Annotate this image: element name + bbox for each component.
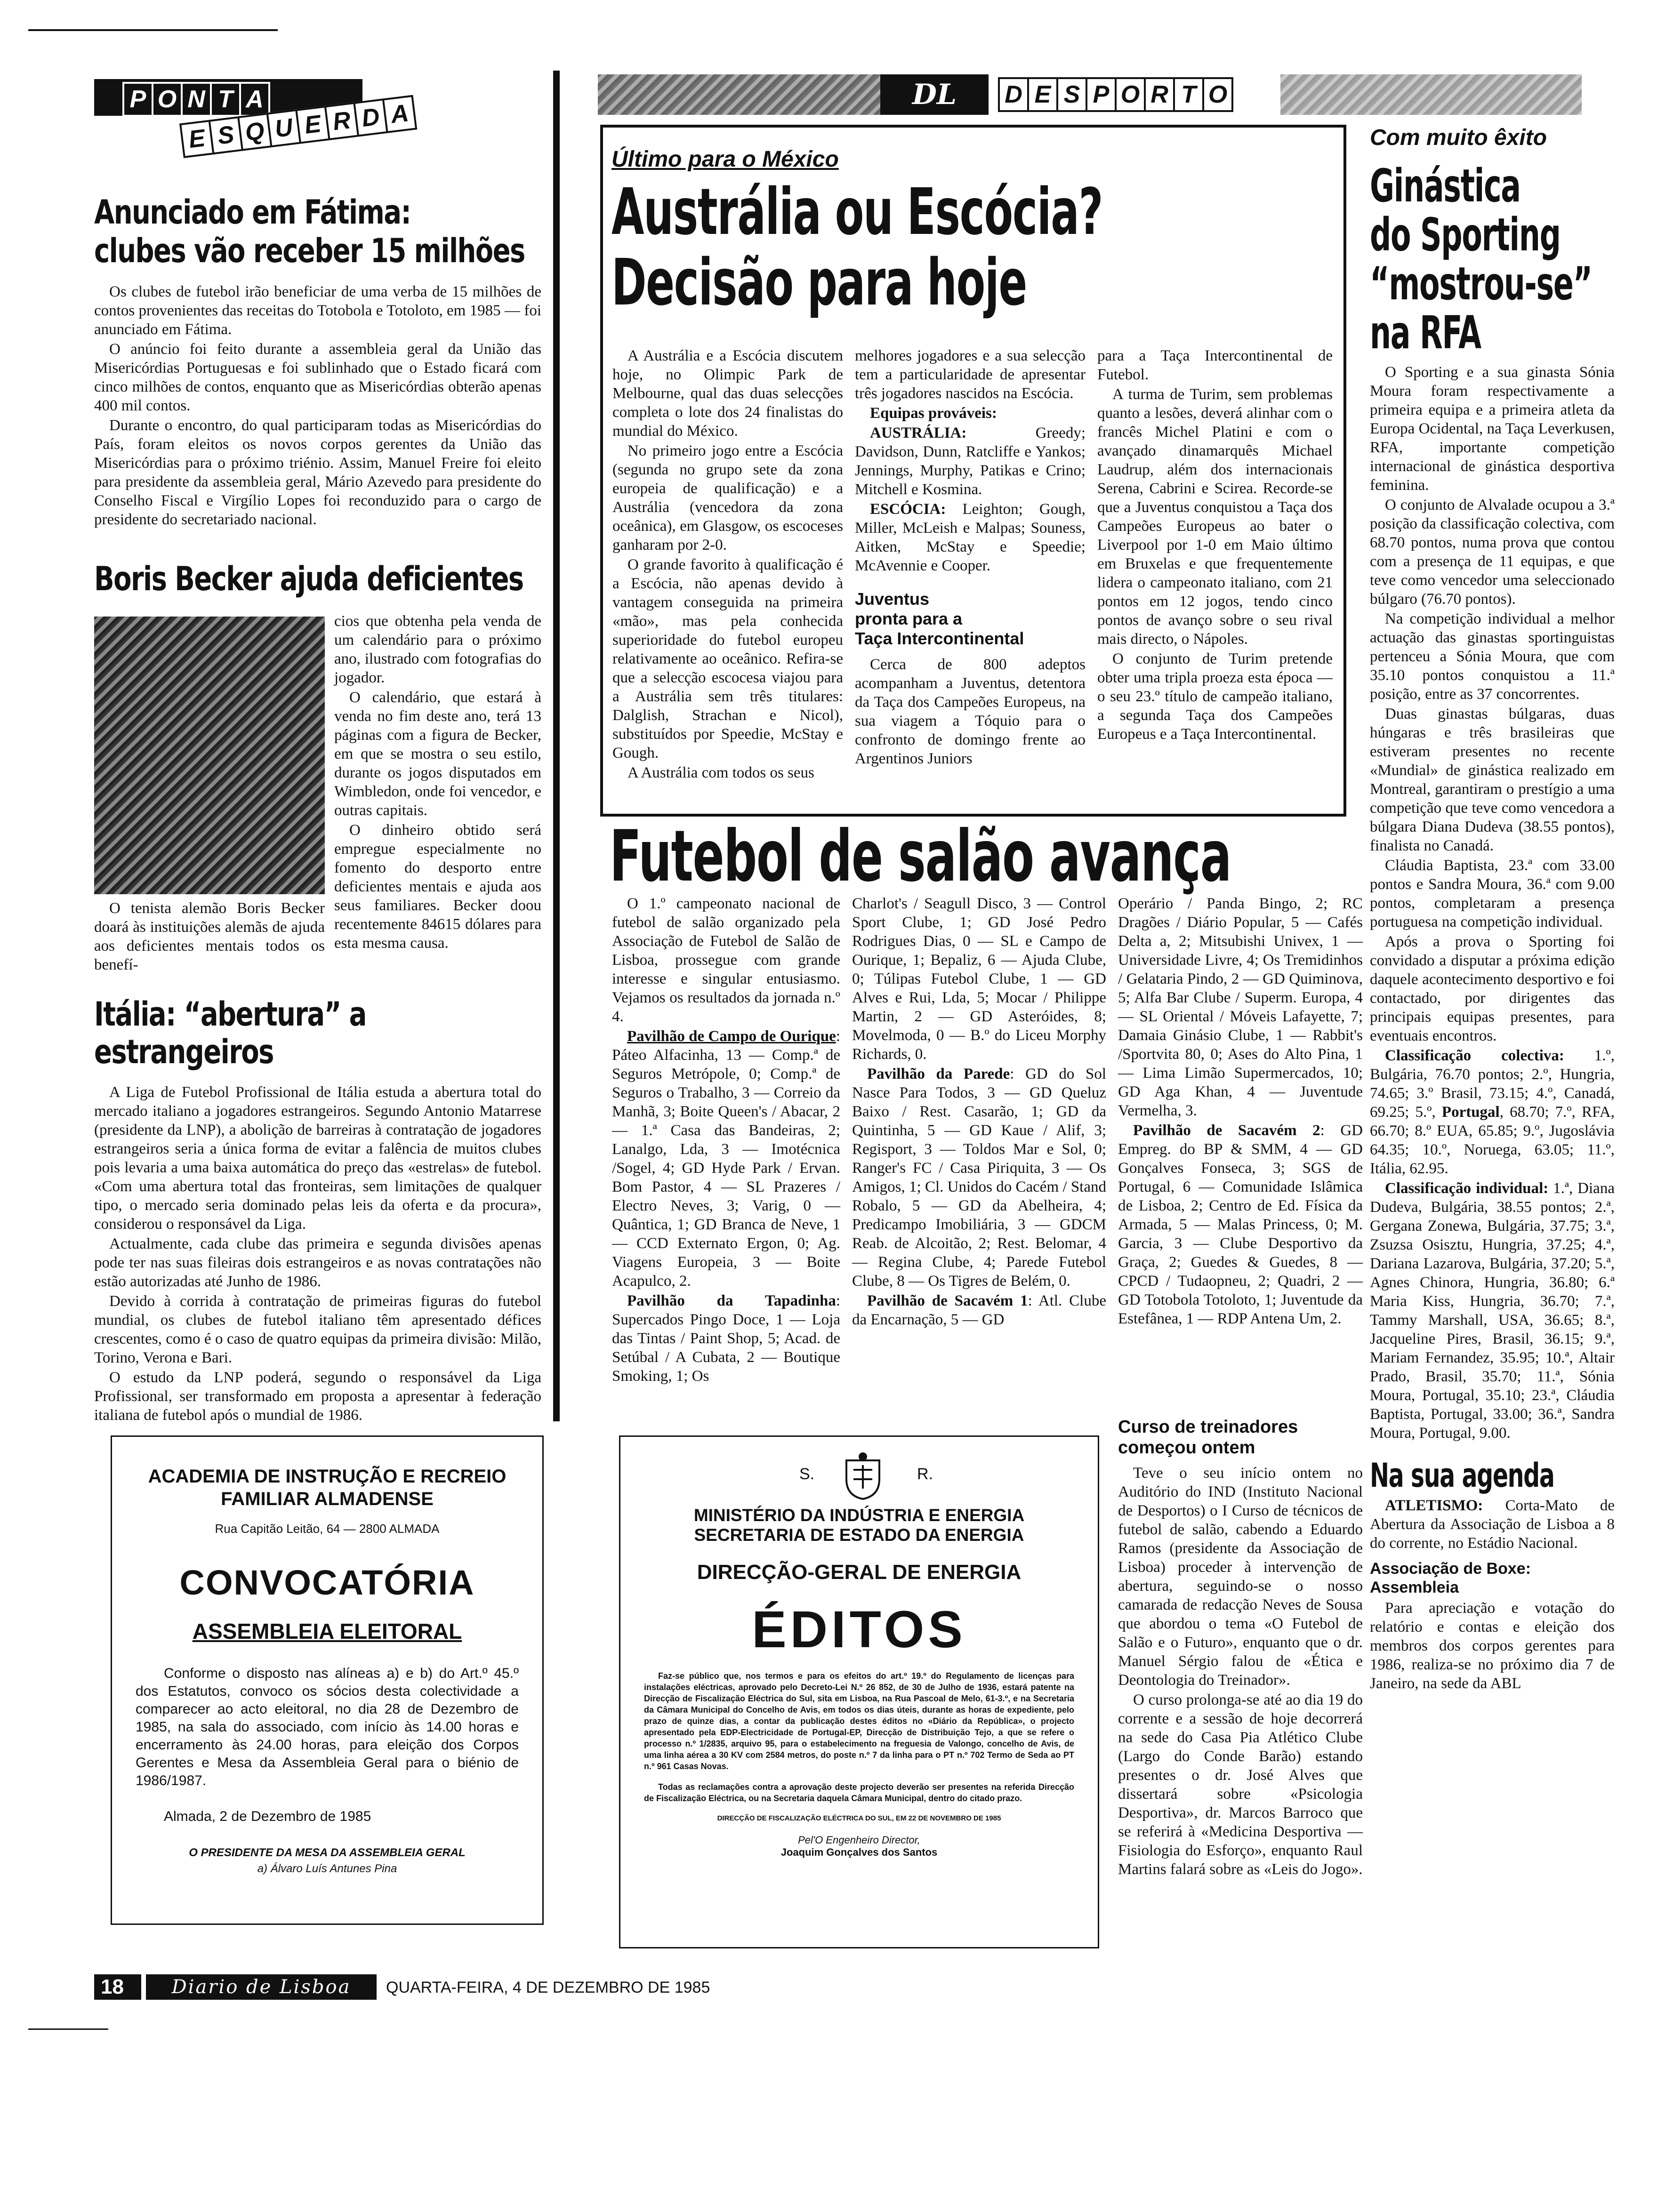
footer-paper-name: Diario de Lisboa <box>146 1974 377 2000</box>
classificacao-individual-label: Classificação individual: <box>1385 1180 1549 1197</box>
escocia-label: ESCÓCIA: <box>870 501 946 518</box>
salao-c1-p2-text: : Páteo Alfacinha, 13 — Comp.ª de Seguros Metrópole, 0; Comp.ª de Seguros o Trabalho, 3 — Correio da Manhã, 3; Boite Queen's / Abacar, 2 — 1.ª Casa das Bandeiras, 2; Lanalgo, Lda, 3 — Imotécnica /Sogel, 4; GD Hyde Park / Ervan. Bom Pastor, 4 — SL Prazeres / Electro Neves, 3; Varig, 0 — Quântica, 1; GD Branca de Neve, 1 — CCD Externato Ergon, 0; Ag. Viagens Europeia, 3 — Boite Acapulco, 2. <box>612 1028 840 1290</box>
desporto-letter: R <box>1144 77 1175 112</box>
footer <box>94 1974 1601 2003</box>
mexico-col1-p1: A Austrália e a Escócia discutem hoje, no Olimpic Park de Melbourne, qual das duas selecções completa o lote dos 24 finalistas do mundial do México. <box>612 347 843 440</box>
mexico-col2-p1: melhores jogadores e a sua selecção tem a particularidade de apresentar três jogadores nascidos na Escócia. <box>855 347 1086 402</box>
esquerda-letter: R <box>324 102 360 140</box>
salao-c1-p1: O 1.º campeonato nacional de futebol de salão organizado pela Associação de Futebol de Salão de Lisboa, prossegue com grande interesse e singular entusiasmo. Vejamos os resultados da jornada n.º 4. <box>612 895 840 1025</box>
classificacao-individual-text: 1.ª, Diana Dudeva, Bulgária, 38.55 pontos; 2.ª, Gergana Zonewa, Bulgária, 37.75; 3.ª, Zsuzsa Osisztu, Hungria, 37.25; 4.ª, Dariana Lazarova, Bulgária, 37.20; 5.ª, Agnes Chinora, Hungria, 36.80; 6.ª Maria Kiss, Hungria, 36.70; 7.ª, Tammy Marshall, USA, 36.65; 8.ª, Jacqueline Pires, Brasil, 36.15; 9.ª, Mariam Fernandez, 35.95; 10.ª, Altair Prado, Brasil, 35.70; 11.ª, Sónia Moura, Portugal, 35.10; 23.ª, Cláudia Baptista, Portugal, 33.00; 36.ª, Sandra Moura, Portugal, 9.00. <box>1370 1180 1615 1442</box>
australia-lineup <box>855 424 1086 499</box>
mexico-col3 <box>1097 346 1333 745</box>
salao-c2-p1: Charlot's / Seagull Disco, 3 — Control Sport Clube, 1; GD José Pedro Rodrigues Dias, 0 — SL e Campo de Ourique, 1; Bepaliz, 6 — Ajuda Clube, 0; Túlipas Futebol Clube, 1 — GD Alves e Rui, Lda, 5; Mocar / Philippe Martin, 2 — GD Asteróides, 8; Movelmoda, 0 — B.º do Liceu Morphy Richards, 0. <box>852 895 1106 1063</box>
italia-p4: O estudo da LNP poderá, segundo o responsável da Liga Profissional, ser transformado em proposta a apresentar à federação italiana de futebol após o mundial de 1986. <box>94 1369 541 1424</box>
pavilhao-tapadinha: Pavilhão da Tapadinha <box>627 1292 836 1309</box>
juventus-subhead <box>855 589 1086 649</box>
escocia-lineup <box>855 500 1086 575</box>
almada-signature-name: a) Álvaro Luís Antunes Pina <box>257 1862 397 1875</box>
australia-lineup-text: Greedy; Davidson, Dunn, Ratcliffe e Yankos; Jennings, Murphy, Patikas e Crino; Mitchell e Kosmina. <box>855 425 1086 498</box>
energia-ministry-line1: MINISTÉRIO DA INDÚSTRIA E ENERGIA <box>693 1506 1025 1525</box>
salao-c3-p2 <box>1118 1121 1363 1328</box>
mexico-title <box>611 177 1326 318</box>
curso-title-line2: começou ontem <box>1118 1438 1255 1458</box>
almada-advertisement <box>111 1435 544 1925</box>
salao-c2-p2 <box>852 1065 1106 1290</box>
footer-date: QUARTA-FEIRA, 4 DE DEZEMBRO DE 1985 <box>386 1979 710 1996</box>
almada-address: Rua Capitão Leitão, 64 — 2800 ALMADA <box>215 1522 440 1536</box>
classificacao-colectiva-text: 1.º, Bulgária, 76.70 pontos; 2.º, Hungria, 74.65; 3.º Brasil, 73.15; 4.º, Canadá, 69.25; 5.º, <box>1370 1047 1615 1121</box>
sporting-p6: Após a prova o Sporting foi convidado a disputar a próxima edição daquele acontecimento desportivo e foi contactado, por dirigentes das principais equipas presentes, para eventuais encontros. <box>1370 933 1615 1044</box>
desporto-masthead <box>598 71 1633 122</box>
sporting-title <box>1370 161 1618 357</box>
footer-page-number: 18 <box>94 1974 141 2000</box>
italia-p3: Devido à corrida à contratação de primeiras figuras do futebol mundial, os clubes de futebol italiano têm apresentado défices crescentes, como é o caso de quatro equipas da primeira divisão: Milão, Torino, Verona e Bari. <box>94 1293 541 1366</box>
italia-title: Itália: “abertura” a estrangeiros <box>94 995 366 1071</box>
mexico-col3-p2: A turma de Turim, sem problemas quanto a lesões, deverá alinhar com o francês Michel Platini e com o avançado dinamarquês Michael Laudrup, além dos internacionais Serena, Cabrini e Scirea. Recorde-se que a Juventus conquistou a Taça dos Campeões Europeus ao bater o Liverpool por 1-0 em Maio último em Bruxelas e que frequentemente lidera o campeonato italiano, com 21 pontos em 12 jogos, tendo cinco pontos de avanço sobre o seu rival mais directo, o Nápoles. <box>1097 386 1333 648</box>
energia-signature-title: Pel'O Engenheiro Director, <box>798 1834 920 1846</box>
becker-p1: cios que obtenha pela venda de um calendário para o próximo ano, ilustrado com fotografias do jogador. <box>334 613 541 686</box>
fatima-title-line2: clubes vão receber 15 milhões <box>94 232 525 270</box>
curso-title <box>1118 1417 1363 1458</box>
italia-article <box>94 995 541 1426</box>
energia-signature-name: Joaquim Gonçalves dos Santos <box>780 1846 938 1858</box>
energia-crest-right: R. <box>917 1465 933 1483</box>
almada-body: Conforme o disposto nas alíneas a) e b) do Art.º 45.º dos Estatutos, convoco os sócios desta colectividade a comparecer ao acto eleitoral, no dia 28 de Dezembro de 1985, na sala do associado, com início às 14.00 horas e encerramento às 24.00 horas, para eleição dos Corpos Gerentes e Mesa da Assembleia Geral para o biénio de 1986/1987. <box>136 1666 519 1788</box>
salao-col1 <box>612 894 840 1387</box>
desporto-texture-right <box>1280 74 1582 115</box>
energia-claims: Todas as reclamações contra a aprovação deste projecto deverão ser presentes na referida Direcção de Fiscalização Eléctrica, ou na Secretaria daquela Câmara Municipal, dentro do citado prazo. <box>644 1782 1074 1803</box>
salao-c2-p2-text: : GD do Sol Nasce Para Todos, 3 — GD Queluz Baixo / Rest. Casarão, 1; GD da Quintinha, 5 — GD Kaue / Alif, 3; Regisport, 3 — Toldos Mar e Sol, 0; Ranger's FC / Casa Piriquita, 3 — Os Amigos, 1; Cl. Unidos do Cacém / Stand Robalo, 5 — GD da Abelheira, 4; Predicampo Imobiliária, 3 — GDCM Reab. de Alcoitão, 2; Rest. Belomar, 4 — Regina Clube, 4; Parede Futebol Clube, 8 — Os Tigres de Belém, 0. <box>852 1066 1106 1290</box>
ponta-esquerda-masthead <box>94 75 546 179</box>
esquerda-letter: E <box>179 120 215 158</box>
bottom-rule <box>28 2028 108 2030</box>
almada-title: CONVOCATÓRIA <box>179 1563 475 1602</box>
energia-ministry-line2: SECRETARIA DE ESTADO DA ENERGIA <box>694 1525 1024 1545</box>
almada-date: Almada, 2 de Dezembro de 1985 <box>164 1809 371 1824</box>
curso-p2: O curso prolonga-se até ao dia 19 do corrente e a sessão de hoje decorrerá na sede do Casa Pia Atlético Clube (Largo do Conde Barão) estando presentes o dr. José Alves que dissertará sobre «Psicologia Desportiva», dr. Marcos Barroco que se referirá à «Medicina Desportiva — Fisiologia do Esforço», enquanto Raul Martins falará sobre as «Leis do Jogo». <box>1118 1691 1363 1878</box>
classificacao-portugal: Portugal <box>1441 1104 1500 1121</box>
sporting-title-line1: Ginástica <box>1370 160 1520 212</box>
ponta-letter: P <box>122 82 153 117</box>
salao-col3 <box>1118 894 1363 1329</box>
energia-crest-left: S. <box>799 1465 815 1483</box>
salao-c1-p2 <box>612 1027 840 1290</box>
curso-body <box>1118 1464 1363 1879</box>
mexico-col2 <box>855 346 1086 769</box>
desporto-letter: O <box>1202 77 1233 112</box>
mexico-col1-p2: No primeiro jogo entre a Escócia (segunda no grupo sete da zona europeia de qualificação) e a Austrália (vencedora da zona oceânica), em Glasgow, os escoceses ganharam por 2-0. <box>612 442 843 553</box>
becker-photo-caption: O tenista alemão Boris Becker doará às instituições alemãs de ajuda aos deficientes mentais todos os benefí- <box>94 900 325 973</box>
classificacao-colectiva <box>1370 1046 1615 1178</box>
salao-c3-p2-text: : GD Empreg. do BP & SMM, 4 — GD Gonçalves Fonseca, 3; SGS de Portugal, 6 — Comunidade Islâmica de Lisboa, 2; Centro de Ed. Física da Armada, 5 — Malas Princess, 0; M. Garcia, 3 — Clube Desportivo da Graça, 2; Guedes & Guedes, 8 — CPCD / Tudaopneu, 2; Quadri, 2 — GD Totobola Totoloto, 1; Juventude da Estefânea, 1 — RDP Antena Um, 2. <box>1118 1122 1363 1327</box>
ponta-letter: T <box>210 82 241 117</box>
mexico-col1-p4: A Austrália com todos os seus <box>627 764 814 781</box>
desporto-texture-left <box>598 74 880 115</box>
curso-title-line1: Curso de treinadores <box>1118 1417 1298 1437</box>
agenda-body <box>1370 1496 1615 1693</box>
desporto-letter: T <box>1173 77 1204 112</box>
esquerda-letter: A <box>382 95 418 133</box>
esquerda-letter: S <box>209 116 244 154</box>
fatima-p2: O anúncio foi feito durante a assembleia geral da União das Misericórdias Portuguesas e foi sublinhado que o Estado ficará com cinco milhões de contos, enquanto que as Misericórdias obterão apenas 400 mil contos. <box>94 341 541 414</box>
fatima-title-line1: Anunciado em Fátima: <box>94 193 411 232</box>
becker-title: Boris Becker ajuda deficientes <box>94 560 523 598</box>
mexico-col2-p2: Cerca de 800 adeptos acompanham a Juventus, detentora da Taça dos Campeões Europeus, na sua viagem a Tóquio para o confronto de domingo frente ao Argentinos Juniors <box>855 656 1086 767</box>
agenda-title: Na sua agenda <box>1370 1456 1554 1495</box>
curso-p1: Teve o seu início ontem no Auditório do IND (Instituto Nacional de Desportos) o I Curso de técnicos de futebol de salão, cabendo a Eduardo Ramos (presidente da Associação de Lisboa) proceder à intervenção de abertura, seguindo-se o nosso camarada de redacção Neves de Sousa que abordou o tema «O Futebol de Salão e o Futuro», enquanto que o dr. Manuel Sérgio falou de «Ética e Deontologia do Treinador». <box>1118 1465 1363 1689</box>
fatima-body <box>94 282 541 529</box>
mexico-col1 <box>612 346 843 783</box>
mexico-article-box <box>600 125 1346 817</box>
energia-advertisement <box>619 1435 1099 1948</box>
becker-photo <box>94 617 325 894</box>
australia-label: AUSTRÁLIA: <box>870 425 967 441</box>
almada-subtitle: ASSEMBLEIA ELEITORAL <box>192 1619 462 1643</box>
sporting-kicker: Com muito êxito <box>1370 125 1547 150</box>
mexico-col3-p3: O conjunto de Turim pretende obter uma tripla proeza esta época — o seu 23.º título de campeão italiano, a segunda Taça dos Campeões Europeus e a Taça Intercontinental. <box>1097 650 1333 743</box>
esquerda-letter: Q <box>237 112 273 151</box>
desporto-letter: E <box>1027 77 1058 112</box>
agenda-boxe-text: Para apreciação e votação do relatório e contas e eleição dos membros dos corpos gerentes para 1986, realiza-se no próximo dia 7 de Janeiro, na sede da ABL <box>1370 1600 1615 1692</box>
fatima-p1: Os clubes de futebol irão beneficiar de uma verba de 15 milhões de contos provenientes das receitas do Totobola e Totoloto, em 1985 — foi anunciado em Fátima. <box>94 283 541 338</box>
italia-body <box>94 1083 541 1425</box>
agenda-atletismo-text: Corta-Mato de Abertura da Associação de Lisboa a 8 do corrente, no Estádio Nacional. <box>1370 1497 1615 1552</box>
salao-c2-p3 <box>852 1291 1106 1329</box>
salao-c3-p1: Operário / Panda Bingo, 2; RC Dragões / Diário Popular, 5 — Cafés Delta a, 2; Mitsubishi Univex, 1 — Universidade Livre, 4; Os Tremidinhos / Gelataria Pindo, 2 — GD Quiminova, 5; Alfa Bar Clube / Superm. Europa, 4 — SL Oriental / Móveis Lafayette, 7; Damaia Ginásio Clube, 1 — Rabbit's /Sportvita 80, 0; Ases do Alto Pina, 1 — Lima Limão Supermercados, 10; GD Aga Khan, 4 — Juventude Vermelha, 3. <box>1118 895 1363 1119</box>
becker-p2: O calendário, que estará à venda no fim deste ano, terá 13 páginas com a figura de Becker, em que se mostra o seu estilo, durante os jogos disputados em Wimbledon, onde foi vencedor, e outras capitais. <box>334 689 541 819</box>
curso-article <box>1118 1417 1363 1880</box>
classificacao-individual <box>1370 1179 1615 1443</box>
equipas-heading <box>855 404 1086 423</box>
becker-body <box>334 612 541 954</box>
mexico-col3-p1: para a Taça Intercontinental de Futebol. <box>1097 347 1333 383</box>
agenda-atletismo <box>1370 1496 1615 1553</box>
almada-signature-title: O PRESIDENTE DA MESA DA ASSEMBLEIA GERAL <box>189 1846 466 1859</box>
energia-body: Faz-se público que, nos termos e para os efeitos do art.º 19.º do Regulamento de licenças para instalações eléctricas, aprovado pelo Decreto-Lei N.º 26 852, de 30 de Julho de 1936, estará patente na Direcção de Fiscalização Eléctrica do Sul, sita em Lisboa, na Rua Pascoal de Melo, 61-3.º, e na Secretaria da Câmara Municipal do Concelho de Avis, em todos os dias úteis, durante as horas de expediente, pelo prazo de quinze dias, a contar da publicação destes éditos no «Diário da República», o projecto apresentado pela EDP-Electricidade de Portugal-EP, Direcção de Distribuição Tejo, a que se refere o processo n.º 1/2835, arquivo 95, para o estabelecimento na freguesia de Valongo, concelho de Avis, de uma linha aérea a 30 KV com 2584 metros, do poste n.º 7 da linha para o PT n.º 702 Termo de Seda ao PT n.º 961 Casas Novas. <box>644 1671 1074 1771</box>
fatima-p3: Durante o encontro, do qual participaram todas as Misericórdias do País, foram eleitos os novos corpos gerentes da União das Misericórdias para o próximo triénio. Assim, Manuel Freire foi eleito para presidente da assembleia geral, Mário Azevedo para presidente do Conselho Fiscal e Virgílio Lopes foi reconduzido para o cargo de presidente do secretariado nacional. <box>94 417 541 528</box>
desporto-letter: P <box>1086 77 1117 112</box>
ponta-letter: A <box>239 82 270 117</box>
salao-c1-p3 <box>612 1291 840 1386</box>
energia-crest-row <box>644 1451 1074 1503</box>
energia-dfes: DIRECÇÃO DE FISCALIZAÇÃO ELÉCTRICA DO SUL, EM 22 DE NOVEMBRO DE 1985 <box>717 1814 1001 1822</box>
desporto-letter: D <box>998 77 1029 112</box>
agenda-atletismo-label: ATLETISMO: <box>1385 1497 1483 1514</box>
energia-title: ÉDITOS <box>752 1601 966 1659</box>
pavilhao-sacavem-1: Pavilhão de Sacavém 1 <box>867 1292 1028 1309</box>
salao-c2-p3-text: : Atl. Clube da Encarnação, 5 — GD <box>852 1292 1107 1328</box>
escocia-lineup-text: Leighton; Gough, Miller, McLeish e Malpas; Souness, Aitken, McStay e Speedie; McAvennie e Cooper. <box>855 501 1086 574</box>
ponta-word <box>122 82 268 117</box>
sporting-p5: Cláudia Baptista, 23.ª com 33.00 pontos e Sandra Moura, 36.ª com 9.00 pontos, completaram a presença portuguesa na competição individual. <box>1370 857 1615 930</box>
column-divider-left <box>553 71 560 1421</box>
ponta-letter: O <box>152 82 183 117</box>
dl-logo: DL <box>880 74 989 115</box>
mexico-title-line1: Austrália ou Escócia? <box>611 175 1103 249</box>
equipas-heading-text: Equipas prováveis: <box>870 405 997 422</box>
becker-p3: O dinheiro obtido será empregue especialmente no fomento do desporto entre deficientes mentais e ajuda aos seus familiares. Becker doou recentemente 84615 dólares para esta mesma causa. <box>334 822 541 952</box>
desporto-word <box>998 77 1231 112</box>
salao-col2 <box>852 894 1106 1330</box>
juventus-subhead-line2: pronta para a <box>855 609 963 628</box>
sporting-p3: Na competição individual a melhor actuação das ginastas sportinguistas pertenceu a Sónia Moura, que com 35.10 pontos conquistou a 11.ª posição, entre as 37 concorrentes. <box>1370 610 1615 703</box>
sporting-article <box>1370 125 1615 1694</box>
juventus-subhead-line1: Juventus <box>855 589 930 609</box>
sporting-title-line2: do Sporting <box>1370 208 1560 261</box>
juventus-subhead-line3: Taça Intercontinental <box>855 629 1024 648</box>
sporting-title-line4: na RFA <box>1370 306 1481 359</box>
sporting-body <box>1370 363 1615 1443</box>
esquerda-letter: E <box>295 105 330 144</box>
classificacao-colectiva-label: Classificação colectiva: <box>1385 1047 1564 1064</box>
salao-c1-p3-text: : Supercados Pingo Doce, 1 — Loja das Tintas / Paint Shop, 5; Acad. de Setúbal / A Cubata, 2 — Boutique Smoking, 1; Os <box>612 1292 840 1385</box>
top-rule <box>28 29 278 31</box>
italia-p1: A Liga de Futebol Profissional de Itália estuda a abertura total do mercado italiano a jogadores estrangeiros. Segundo Antonio Matarrese (presidente da LNP), a abolição de barreiras à contratação de jogadores estrangeiros seria a única forma de evitar a falência de muitos clubes pois levaria a uma baixa automática do preço das «estrelas» de futebol. «Com uma abertura total das fronteiras, sem limitações de qualquer tipo, o mercado seria dominado pelas leis da oferta e da procura», considerou o responsável da Liga. <box>94 1084 541 1233</box>
mexico-title-line2: Decisão para hoje <box>611 246 1027 320</box>
energia-direccao-geral: DIRECÇÃO-GERAL DE ENERGIA <box>697 1561 1022 1584</box>
sporting-p2: O conjunto de Alvalade ocupou a 3.ª posição da classificação colectiva, com 68.70 pontos, numa prova que contou com a presença de 11 equipas, e que teve como vencedor uma seleccionado búlgaro (76.70 pontos). <box>1370 497 1615 608</box>
ponta-letter: N <box>181 82 212 117</box>
esquerda-letter: U <box>266 109 302 147</box>
sporting-title-line3: “mostrou-se” <box>1370 257 1592 310</box>
italia-p2: Actualmente, cada clube das primeira e segunda divisões apenas pode ter nas suas fileiras dois estrangeiros e as novas contratações não estão autorizadas até Junho de 1986. <box>94 1235 541 1290</box>
almada-org-line1: ACADEMIA DE INSTRUÇÃO E RECREIO <box>148 1466 507 1487</box>
fatima-article <box>94 193 541 530</box>
almada-org-line2: FAMILIAR ALMADENSE <box>221 1489 434 1509</box>
pavilhao-campo-ourique: Pavilhão de Campo de Ourique <box>627 1028 836 1045</box>
desporto-letter: O <box>1115 77 1146 112</box>
coat-of-arms-icon <box>842 1451 884 1500</box>
salao-title: Futebol de salão avança <box>610 816 1231 898</box>
esquerda-letter: D <box>353 98 388 136</box>
mexico-col1-p3: O grande favorito à qualificação é a Escócia, não apenas devido à vantagem conseguida na primeira «mão», mas pela conhecida superioridade do futebol europeu relativamente ao oceânico. Refira-se que a selecção escocesa viajou para a Austrália sem três titulares: Dalglish, Strachan e Nicol), substituídos por Speedie, McStay e Gough. <box>612 556 843 761</box>
fatima-title <box>94 193 539 270</box>
desporto-letter: S <box>1056 77 1087 112</box>
becker-article <box>94 560 541 973</box>
pavilhao-sacavem-2: Pavilhão de Sacavém 2 <box>1133 1122 1320 1139</box>
pavilhao-parede: Pavilhão da Parede <box>867 1066 1010 1082</box>
agenda-boxe-heading: Associação de Boxe: Assembleia <box>1370 1560 1531 1596</box>
sporting-p1: O Sporting e a sua ginasta Sónia Moura foram respectivamente a primeira equipa e a primeira atleta da Europa Ocidental, na Taça Leverkusen, RFA, importante competição internacional de ginástica desportiva feminina. <box>1370 364 1615 494</box>
mexico-kicker: Último para o México <box>611 147 839 172</box>
classificacao-colectiva-text2: , 68.70; 7.º, RFA, 66.70; 8.º EUA, 65.85; 9.º, Jugoslávia 64.35; 10.º, Noruega, 63.05; 11.º, Itália, 62.95. <box>1370 1104 1615 1177</box>
sporting-p4: Duas ginastas búlgaras, duas húngaras e três brasileiras que estiveram presentes no recente «Mundial» de ginástica realizado em Montreal, garantiram o prestígio a uma competição que teve como vencedora a búlgara Diana Dudeva (38.55 pontos), finalista no Canadá. <box>1370 705 1615 854</box>
